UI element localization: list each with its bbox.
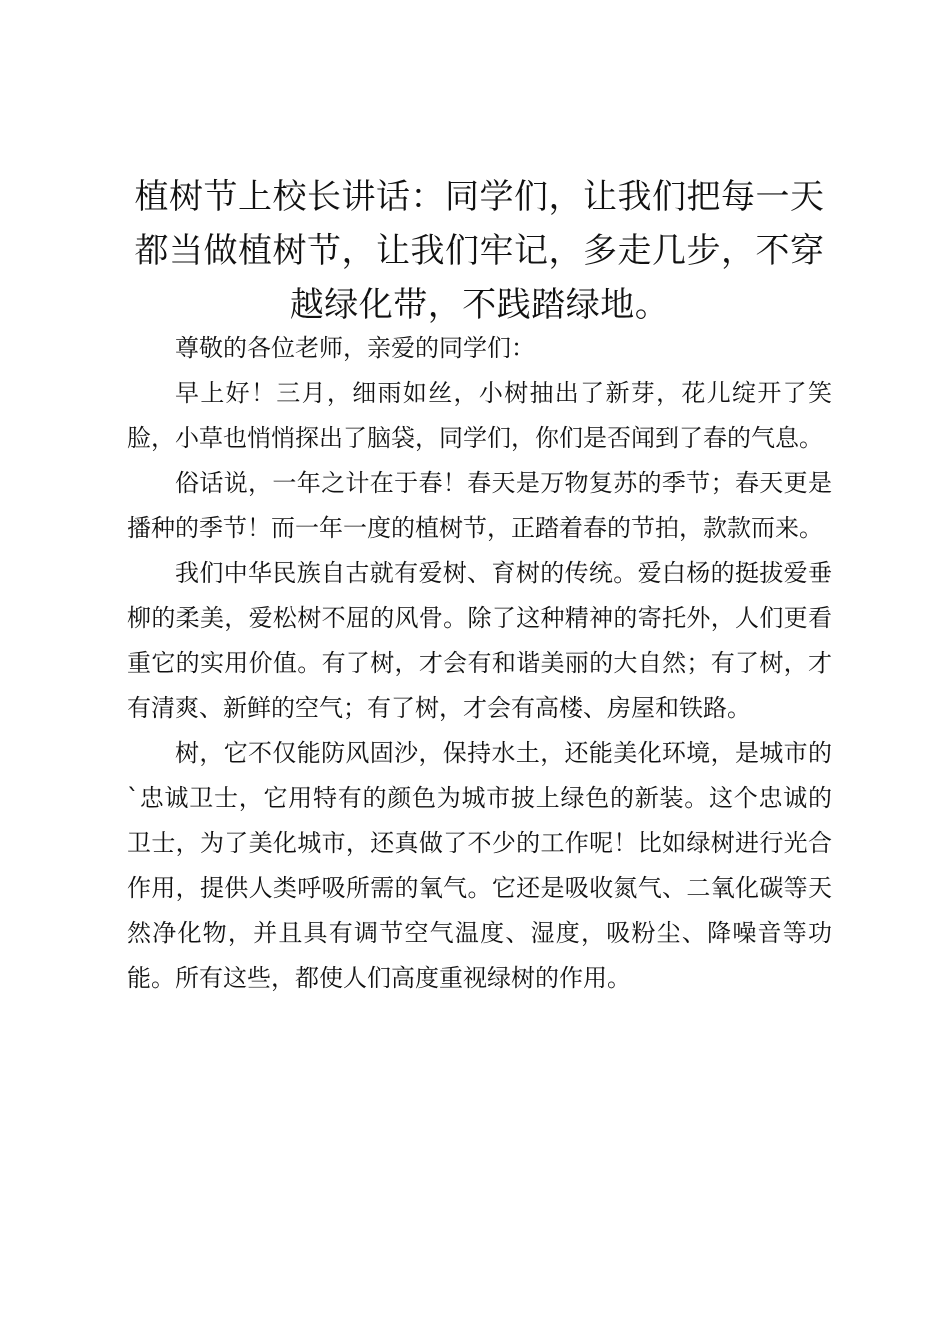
paragraph-tradition: 我们中华民族自古就有爱树、育树的传统。爱白杨的挺拔爱垂柳的柔美，爱松树不屈的风骨。除了这种精神的寄托外，人们更看重它的实用价值。有了树，才会有和谐美丽的大自然；有了树，才有清爽、新鲜的空气；有了树，才会有高楼、房屋和铁路。	[127, 559, 832, 722]
paragraph-salutation: 尊敬的各位老师，亲爱的同学们：	[175, 334, 535, 362]
paragraph-greeting: 早上好！三月，细雨如丝，小树抽出了新芽，花儿绽开了笑脸，小草也悄悄探出了脑袋，同学们，你们是否闻到了春的气息。	[127, 379, 832, 452]
paragraph-tree-functions: 树，它不仅能防风固沙，保持水土，还能美化环境，是城市的`忠诚卫士，它用特有的颜色为城市披上绿色的新装。这个忠诚的卫士，为了美化城市，还真做了不少的工作呢！比如绿树进行光合作用，提供人类呼吸所需的氧气。它还是吸收氮气、二氧化碳等天然净化物，并且具有调节空气温度、湿度，吸粉尘、降噪音等功能。所有这些，都使人们高度重视绿树的作用。	[127, 739, 832, 992]
document-body	[127, 326, 832, 1001]
document-title: 植树节上校长讲话：同学们，让我们把每一天都当做植树节，让我们牢记，多走几步，不穿越绿化带，不践踏绿地。	[134, 177, 825, 325]
paragraph-spring: 俗话说，一年之计在于春！春天是万物复苏的季节；春天更是播种的季节！而一年一度的植树节，正踏着春的节拍，款款而来。	[127, 469, 832, 542]
